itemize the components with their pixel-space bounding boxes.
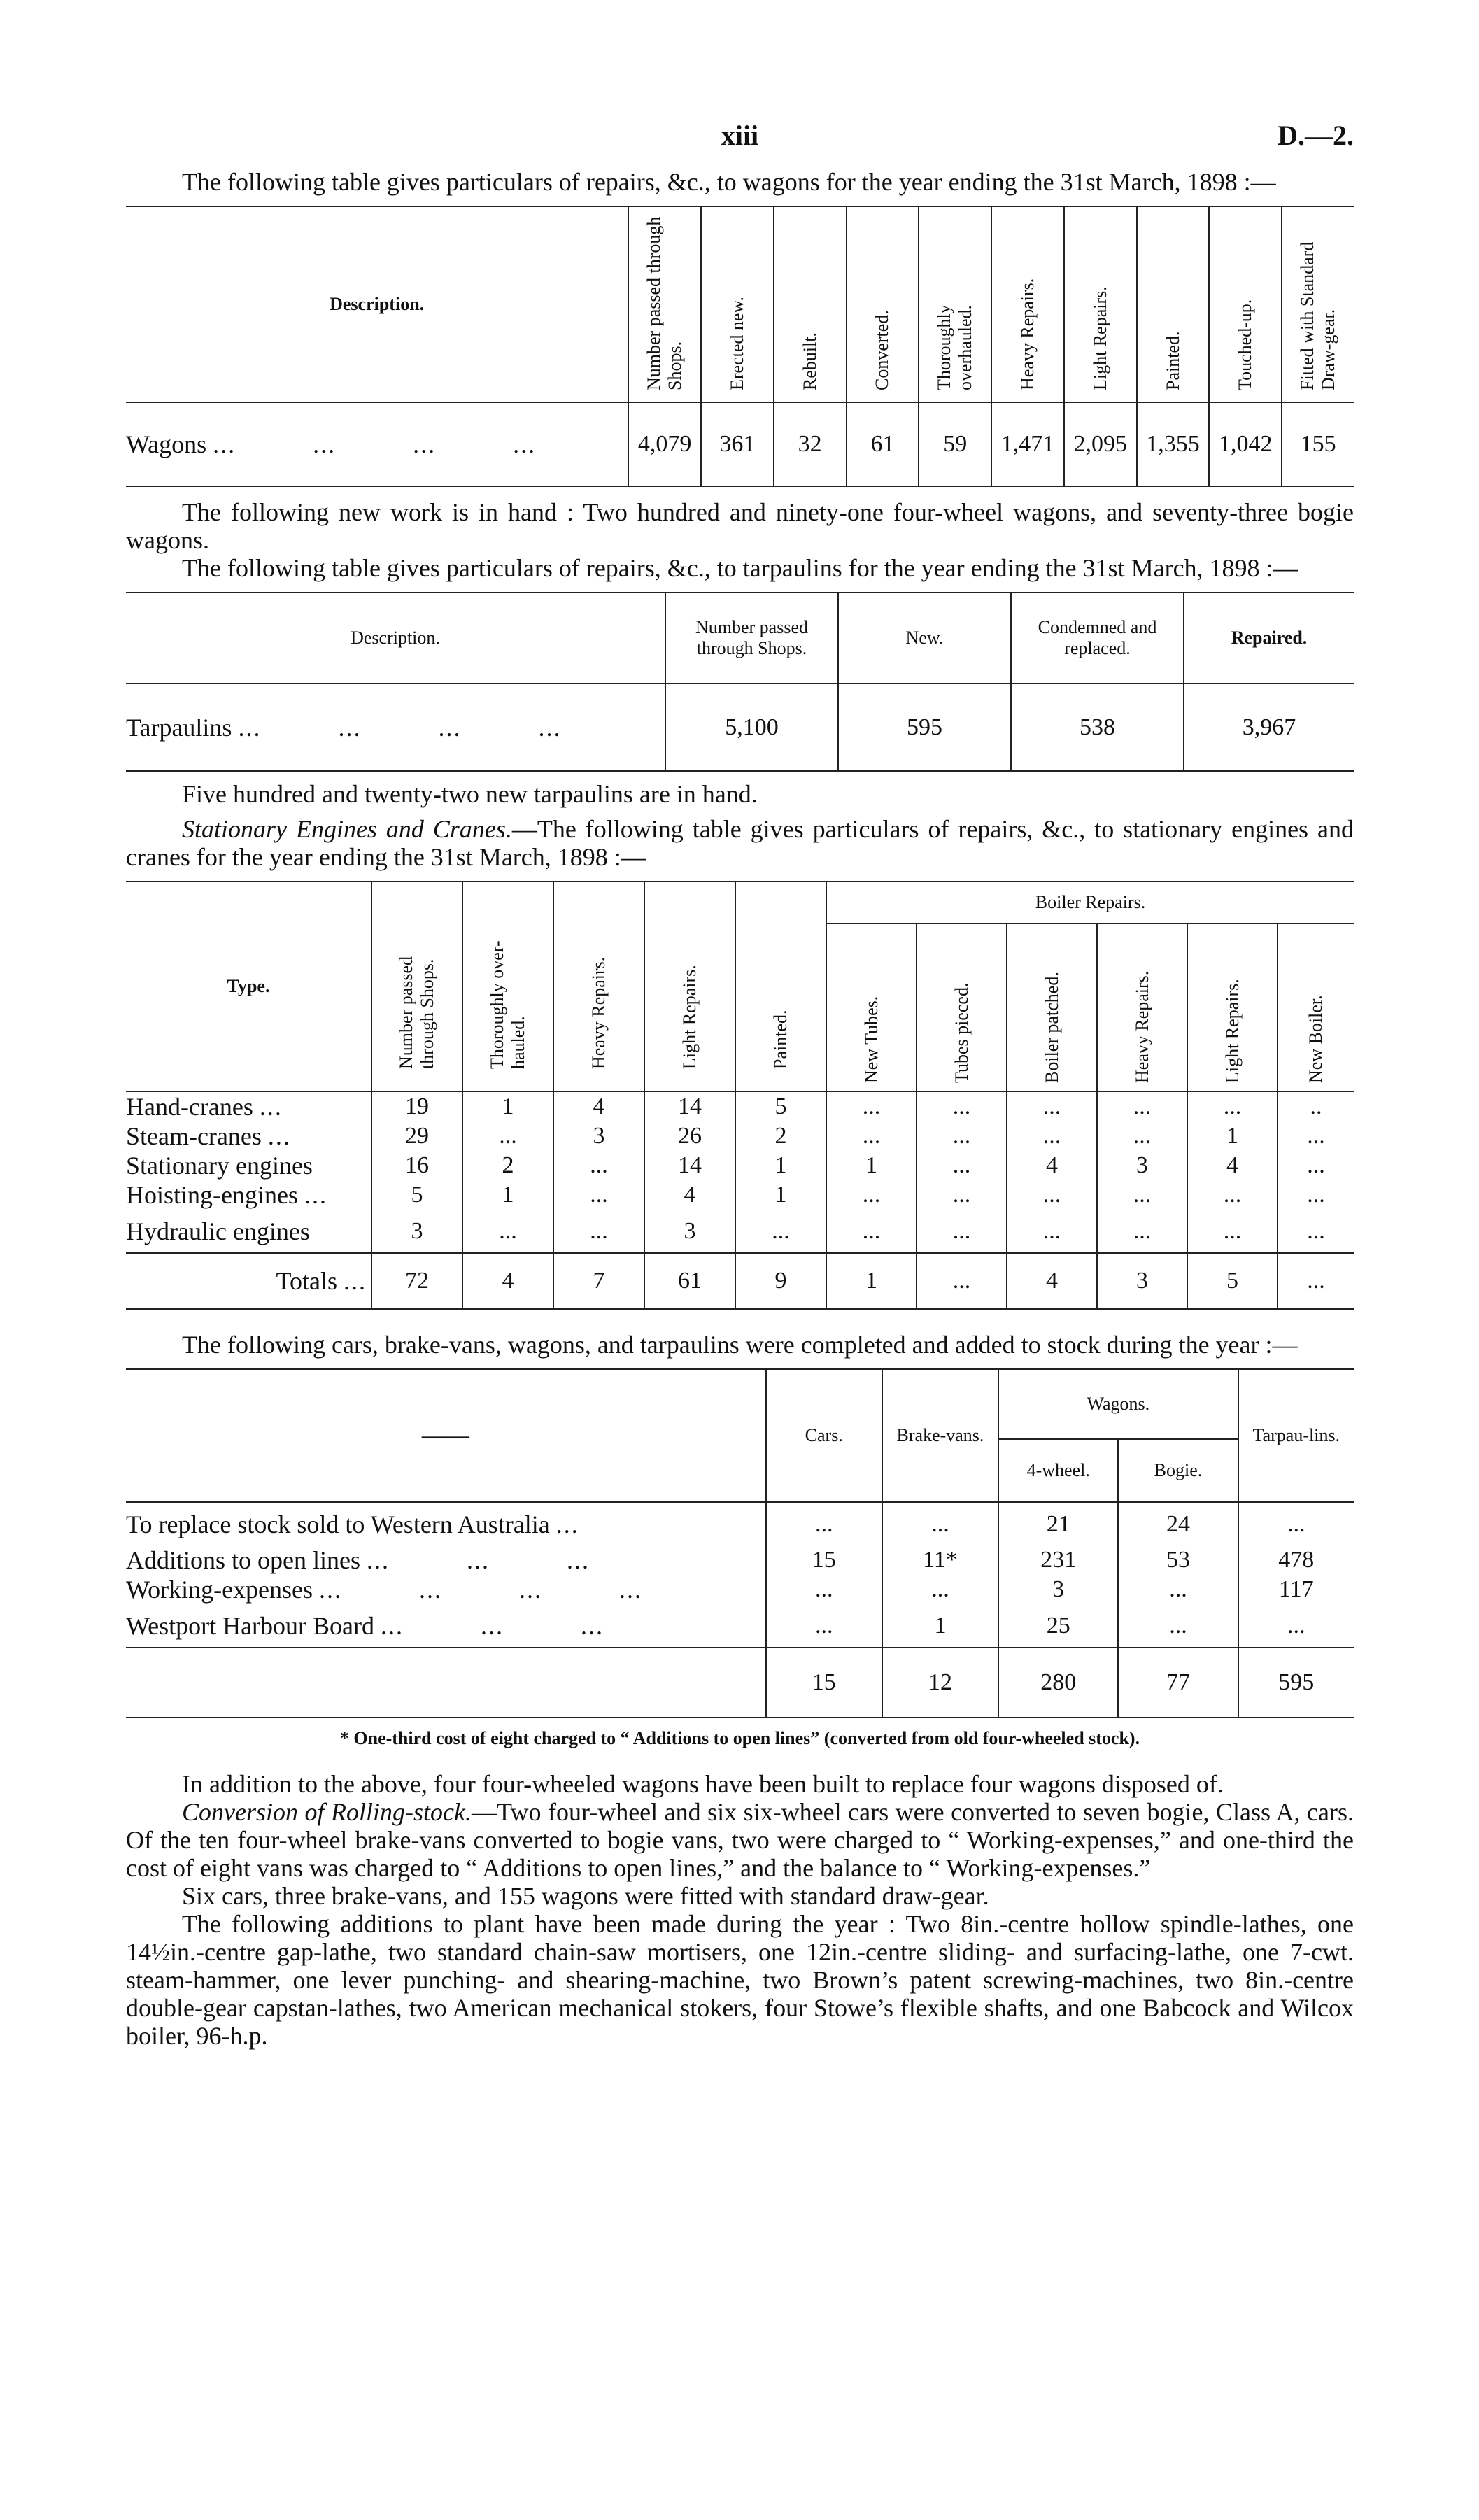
drawgear-paragraph: Six cars, three brake-vans, and 155 wagons were fitted with standard draw-gear. <box>182 1882 989 1910</box>
table-cell: ... <box>1007 1121 1097 1151</box>
totals-cell: 1 <box>826 1253 917 1309</box>
boiler-col-new-tubes: New Tubes. <box>861 996 882 1083</box>
row-label: Stationary engines <box>126 1152 313 1180</box>
engines-col-type: Type. <box>227 976 270 996</box>
table-cell: 11* <box>882 1545 998 1575</box>
table-cell: ... <box>826 1091 917 1121</box>
table-cell: 1 <box>882 1604 998 1648</box>
table-cell: ... <box>1238 1604 1354 1648</box>
table-cell: 4 <box>644 1180 735 1210</box>
totals-cell: 9 <box>735 1253 826 1309</box>
tarp-col-repaired: Repaired. <box>1184 593 1354 684</box>
totals-cell: 3 <box>1097 1253 1187 1309</box>
row-label: Westport Harbour Board ... ... ... <box>126 1611 604 1640</box>
table-cell: 3,967 <box>1184 684 1354 771</box>
table-cell: ... <box>826 1180 917 1210</box>
row-label: Hand-cranes ... <box>126 1093 283 1121</box>
table-cell: ... <box>553 1210 644 1253</box>
table-cell: ... <box>917 1180 1007 1210</box>
tarpaulins-in-hand-paragraph: Five hundred and twenty-two new tarpaulins are in hand. <box>182 780 758 808</box>
conversion-heading: Conversion of Rolling-stock. <box>182 1798 472 1826</box>
wagons-col-heavy-repairs: Heavy Repairs. <box>1017 278 1038 390</box>
table-cell: ... <box>917 1121 1007 1151</box>
row-label: Tarpaulins ... ... ... ... <box>126 713 562 742</box>
table-row <box>126 1502 1354 1545</box>
tarp-col-condemned: Condemned and replaced. <box>1011 593 1184 684</box>
table-cell: ... <box>1278 1180 1354 1210</box>
wagons-table <box>126 206 1354 487</box>
table-cell: 117 <box>1238 1575 1354 1604</box>
row-label: Hydraulic engines <box>126 1217 310 1245</box>
table-cell: 19 <box>371 1091 462 1121</box>
table-cell: ... <box>1278 1210 1354 1253</box>
table-cell: ... <box>553 1180 644 1210</box>
table-cell: 5,100 <box>665 684 838 771</box>
page-number: xiii <box>721 120 759 151</box>
table-cell: ... <box>917 1151 1007 1180</box>
totals-label <box>126 1648 766 1718</box>
engines-col-overhauled: Thoroughly over-hauled. <box>487 940 528 1069</box>
stock-col-cars: Cars. <box>766 1369 882 1502</box>
stock-table <box>126 1368 1354 1718</box>
row-label: Working-expenses ... ... ... ... <box>126 1576 643 1604</box>
engines-totals-row <box>126 1253 1354 1309</box>
table-cell: 538 <box>1011 684 1184 771</box>
table-cell: 5 <box>371 1180 462 1210</box>
totals-cell: ... <box>917 1253 1007 1309</box>
table-cell: 1 <box>826 1151 917 1180</box>
wagons-header-row <box>126 206 1354 402</box>
table-cell: ... <box>826 1121 917 1151</box>
tarp-col-passed: Number passed through Shops. <box>665 593 838 684</box>
table-cell: 32 <box>774 402 847 486</box>
table-cell: 26 <box>644 1121 735 1151</box>
table-row <box>126 1210 1354 1253</box>
totals-cell: 12 <box>882 1648 998 1718</box>
table-cell: ... <box>1278 1121 1354 1151</box>
addition-paragraph: In addition to the above, four four-wheeled wagons have been built to replace four wagons disposed of. <box>182 1770 1224 1798</box>
table-cell: 1,355 <box>1137 402 1210 486</box>
page-header <box>126 119 1354 168</box>
table-cell: ... <box>1187 1091 1278 1121</box>
table-cell: 14 <box>644 1091 735 1121</box>
table-cell: ... <box>462 1121 553 1151</box>
tarpaulins-header-row <box>126 593 1354 684</box>
table-cell: ... <box>882 1575 998 1604</box>
plant-paragraph: The following additions to plant have been made during the year : Two 8in.-centre hollow spindle-lathes, one 14½in.-centre gap-lathe, two standard chain-saw mortisers, one 12in.-centre sliding- and surfacing-lathe, one 7-cwt. steam-hammer, one lever punching- and shearing-machine, two Brown’s patent screwing-machines, two 8in.-centre double-gear capstan-lathes, two American mechanical stokers, four Stowe’s flexible shafts, and one Babcock and Wilcox boiler, 96-h.p. <box>126 1910 1354 2050</box>
boiler-col-heavy: Heavy Repairs. <box>1131 970 1152 1083</box>
stock-col-4-wheel: 4-wheel. <box>998 1439 1118 1502</box>
table-cell: 1 <box>1187 1121 1278 1151</box>
totals-label: Totals ... <box>276 1267 367 1295</box>
table-cell: ... <box>1097 1180 1187 1210</box>
wagons-col-light-repairs: Light Repairs. <box>1089 285 1110 390</box>
table-cell: 595 <box>838 684 1011 771</box>
table-cell: 4 <box>1187 1151 1278 1180</box>
wagons-col-rebuilt: Rebuilt. <box>799 332 820 390</box>
table-cell: 361 <box>701 402 774 486</box>
table-cell: 14 <box>644 1151 735 1180</box>
stock-intro-paragraph: The following cars, brake-vans, wagons, and tarpaulins were completed and added to stock during the year :— <box>182 1331 1298 1359</box>
table-cell: 15 <box>766 1545 882 1575</box>
row-label: Hoisting-engines ... <box>126 1181 327 1209</box>
table-cell: ... <box>766 1604 882 1648</box>
table-cell: 2 <box>735 1121 826 1151</box>
table-cell: ... <box>1118 1575 1238 1604</box>
table-cell: ... <box>1187 1180 1278 1210</box>
table-cell: 2 <box>462 1151 553 1180</box>
engines-col-painted: Painted. <box>770 1010 791 1069</box>
document-page <box>126 119 1354 2050</box>
table-cell: 478 <box>1238 1545 1354 1575</box>
totals-cell: 4 <box>462 1253 553 1309</box>
engines-col-heavy: Heavy Repairs. <box>588 956 609 1069</box>
stock-totals-row <box>126 1648 1354 1718</box>
engines-boiler-group: Boiler Repairs. <box>826 882 1354 923</box>
tarpaulins-table <box>126 592 1354 772</box>
totals-cell: 5 <box>1187 1253 1278 1309</box>
wagons-col-converted: Converted. <box>872 309 893 390</box>
table-row <box>126 1545 1354 1575</box>
wagons-col-draw-gear: Fitted with Standard Draw-gear. <box>1297 241 1339 390</box>
table-cell: ... <box>826 1210 917 1253</box>
wagons-col-touched-up: Touched-up. <box>1235 299 1256 390</box>
table-cell: 2,095 <box>1064 402 1137 486</box>
table-cell: ... <box>1007 1210 1097 1253</box>
engines-table <box>126 881 1354 1310</box>
table-cell: 3 <box>371 1210 462 1253</box>
table-cell: ... <box>766 1575 882 1604</box>
row-label: Steam-cranes ... <box>126 1122 291 1150</box>
table-cell: ... <box>735 1210 826 1253</box>
row-label: To replace stock sold to Western Australia ... <box>126 1510 579 1538</box>
table-cell: 21 <box>998 1502 1118 1545</box>
table-cell: 25 <box>998 1604 1118 1648</box>
totals-cell: 77 <box>1118 1648 1238 1718</box>
boiler-col-tubes-pieced: Tubes pieced. <box>951 982 972 1083</box>
table-cell: 3 <box>644 1210 735 1253</box>
table-cell: ... <box>917 1210 1007 1253</box>
table-cell: 4 <box>553 1091 644 1121</box>
table-cell: 1 <box>735 1180 826 1210</box>
document-reference: D.—2. <box>1278 120 1354 151</box>
table-cell: ... <box>553 1151 644 1180</box>
table-cell: 1,471 <box>991 402 1064 486</box>
stock-col-brake-vans: Brake-vans. <box>882 1369 998 1502</box>
table-cell: 4 <box>1007 1151 1097 1180</box>
table-cell: ... <box>1278 1151 1354 1180</box>
table-cell: .. <box>1278 1091 1354 1121</box>
wagons-col-painted: Painted. <box>1162 331 1183 390</box>
boiler-col-patched: Boiler patched. <box>1041 971 1062 1083</box>
stock-col-bogie: Bogie. <box>1118 1439 1238 1502</box>
table-cell: ... <box>462 1210 553 1253</box>
table-cell: ... <box>1007 1180 1097 1210</box>
wagons-intro-paragraph: The following table gives particulars of repairs, &c., to wagons for the year ending the 31st March, 1898 :— <box>182 168 1276 196</box>
tarp-col-description: Description. <box>351 628 440 648</box>
stock-header-row-1 <box>126 1369 1354 1439</box>
engines-header-row-1 <box>126 882 1354 923</box>
table-cell: ... <box>1118 1604 1238 1648</box>
totals-cell: 280 <box>998 1648 1118 1718</box>
engines-col-light: Light Repairs. <box>679 964 700 1069</box>
table-cell: 5 <box>735 1091 826 1121</box>
footnote: * One-third cost of eight charged to “ Additions to open lines” (converted from old four-wheeled stock). <box>339 1728 1140 1748</box>
table-row <box>126 684 1354 771</box>
table-cell: 3 <box>553 1121 644 1151</box>
stock-body <box>126 1502 1354 1648</box>
tarpaulins-intro-paragraph: The following table gives particulars of repairs, &c., to tarpaulins for the year ending the 31st March, 1898 :— <box>182 554 1298 582</box>
table-cell: 1,042 <box>1209 402 1282 486</box>
table-cell: ... <box>1097 1091 1187 1121</box>
table-cell: ... <box>1097 1121 1187 1151</box>
conversion-paragraph: Conversion of Rolling-stock.—Two four-wheel and six six-wheel cars were converted to seven bogie, Class A, cars. Of the ten four-wheel brake-vans converted to bogie vans, two were charged to “ Working-expenses,” and one-third the cost of eight vans was charged to “ Additions to open lines,” and the balance to “ Working-expenses.” <box>126 1798 1354 1882</box>
table-cell: 3 <box>1097 1151 1187 1180</box>
engines-col-passed: Number passed through Shops. <box>396 956 437 1069</box>
table-cell: 3 <box>998 1575 1118 1604</box>
wagons-col-erected-new: Erected new. <box>726 296 747 390</box>
row-label: Additions to open lines ... ... ... <box>126 1546 590 1574</box>
table-cell: 1 <box>462 1180 553 1210</box>
table-cell: 231 <box>998 1545 1118 1575</box>
engines-body <box>126 1091 1354 1253</box>
totals-cell: 595 <box>1238 1648 1354 1718</box>
boiler-col-new-boiler: New Boiler. <box>1305 994 1326 1083</box>
stationary-heading: Stationary Engines and Cranes. <box>182 815 512 843</box>
totals-cell: 72 <box>371 1253 462 1309</box>
boiler-col-light: Light Repairs. <box>1222 978 1243 1083</box>
table-cell: 29 <box>371 1121 462 1151</box>
wagons-col-passed: Number passed through Shops. <box>644 216 686 390</box>
table-cell: ... <box>1097 1210 1187 1253</box>
table-cell: ... <box>1007 1091 1097 1121</box>
table-cell: ... <box>917 1091 1007 1121</box>
table-cell: ... <box>1187 1210 1278 1253</box>
stock-col-blank: —— <box>421 1422 469 1448</box>
table-row <box>126 1121 1354 1151</box>
table-cell: 53 <box>1118 1545 1238 1575</box>
new-work-paragraph: The following new work is in hand : Two hundred and ninety-one four-wheel wagons, and seventy-three bogie wagons. <box>126 498 1354 554</box>
table-row <box>126 1604 1354 1648</box>
totals-cell: ... <box>1278 1253 1354 1309</box>
table-row <box>126 1091 1354 1121</box>
wagons-col-overhauled: Thoroughly overhauled. <box>934 304 976 390</box>
table-cell: ... <box>1238 1502 1354 1545</box>
table-cell: 61 <box>847 402 919 486</box>
table-cell: 24 <box>1118 1502 1238 1545</box>
table-row <box>126 1180 1354 1210</box>
totals-cell: 4 <box>1007 1253 1097 1309</box>
totals-cell: 7 <box>553 1253 644 1309</box>
table-cell: 59 <box>919 402 991 486</box>
table-cell: 4,079 <box>628 402 701 486</box>
table-cell: 1 <box>735 1151 826 1180</box>
tarp-col-new: New. <box>838 593 1011 684</box>
stock-wagons-group: Wagons. <box>998 1369 1238 1439</box>
table-cell: 155 <box>1282 402 1354 486</box>
totals-cell: 61 <box>644 1253 735 1309</box>
row-label: Wagons ... ... ... ... <box>126 430 537 458</box>
stock-col-tarpaulins: Tarpau-lins. <box>1238 1369 1354 1502</box>
table-cell: 1 <box>462 1091 553 1121</box>
table-cell: ... <box>882 1502 998 1545</box>
table-cell: ... <box>766 1502 882 1545</box>
table-cell: 16 <box>371 1151 462 1180</box>
table-row <box>126 1575 1354 1604</box>
wagons-col-description: Description. <box>330 294 425 314</box>
table-row <box>126 402 1354 486</box>
stationary-intro-paragraph: Stationary Engines and Cranes.—The following table gives particulars of repairs, &c., to stationary engines and cranes for the year ending the 31st March, 1898 :— <box>126 815 1354 871</box>
totals-cell: 15 <box>766 1648 882 1718</box>
table-row <box>126 1151 1354 1180</box>
